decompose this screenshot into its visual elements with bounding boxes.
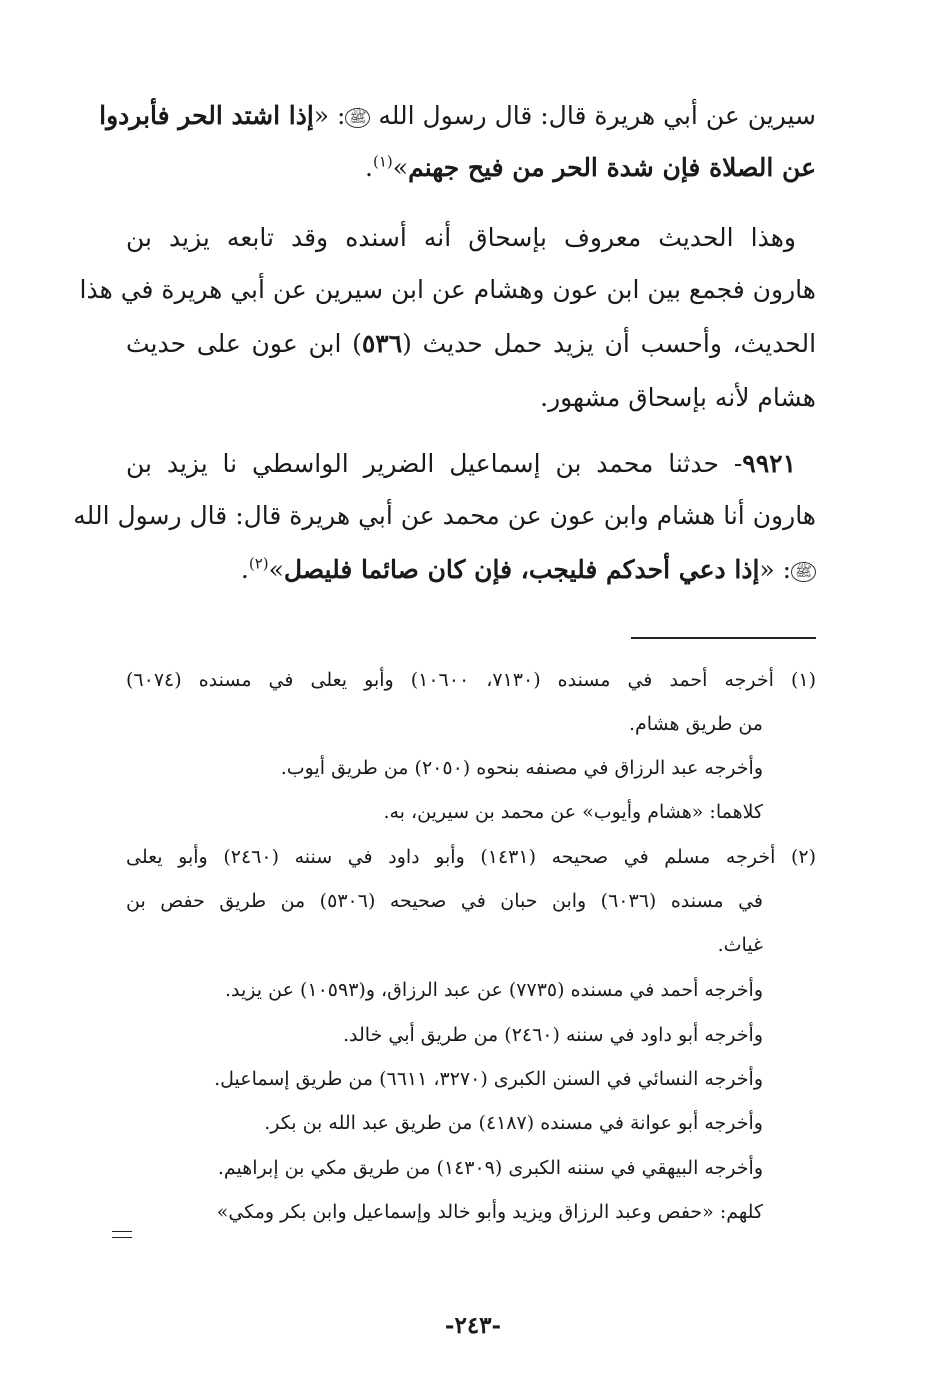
footnote-text: وأخرجه أحمد في مسنده (٧٧٣٥) عن عبد الرزاق، و(١٠٥٩٣) عن يزيد. — [225, 979, 763, 1001]
footnote-1-line-2 — [126, 709, 763, 741]
footnote-text: من طريق هشام. — [628, 713, 763, 735]
footnote-text: وأخرجه عبد الرزاق في مصنفه بنحوه (٢٠٥٠) من طريق أيوب. — [280, 757, 763, 779]
footnote-text: غياث. — [717, 934, 763, 956]
hadith-number: ٩٩٢١ — [742, 449, 796, 478]
para2-line-3 — [126, 324, 816, 366]
hadith-line-2 — [73, 496, 816, 538]
quote-close: » — [392, 153, 409, 182]
footnote-2-line-2 — [126, 886, 763, 918]
continuation-mark — [112, 1231, 132, 1238]
body-line-1 — [99, 96, 816, 138]
footnote-text: وأخرجه أبو عوانة في مسنده (٤١٨٧) من طريق عبد الله بن بكر. — [264, 1112, 763, 1134]
body-text: - حدثنا محمد بن إسماعيل الضرير الواسطي نا يزيد بن — [126, 449, 743, 478]
body-text: الحديث، وأحسب أن يزيد حمل حديث ( — [402, 329, 817, 358]
footnote-text: وأخرجه النسائي في السنن الكبرى (٣٢٧٠، ٦٦١١) من طريق إسماعيل. — [214, 1068, 763, 1090]
body-text: سيرين عن أبي هريرة قال: قال رسول الله — [378, 101, 816, 130]
salla-glyph-icon: ﷺ — [791, 562, 816, 582]
footnote-text: وأخرجه أبو داود في سننه (٢٤٦٠) من طريق أبي خالد. — [342, 1024, 763, 1046]
hadith-number-ref: ٥٣٦ — [361, 329, 403, 358]
page-number: -٢٤٣- — [444, 1312, 502, 1339]
footnote-ref-1[interactable]: (١) — [372, 152, 393, 171]
footnote-2-line-7 — [126, 1108, 763, 1140]
hadith-text-bold: عن الصلاة فإن شدة الحر من فيح جهنم — [408, 153, 816, 182]
para2-line-2 — [79, 270, 816, 312]
footnote-1-line-3 — [126, 753, 763, 785]
footnote-text: كلاهما: «هشام وأيوب» عن محمد بن سيرين، به. — [383, 801, 763, 823]
quote-close: » — [268, 555, 284, 584]
footnote-text: كلهم: «حفص وعبد الرزاق ويزيد وأبو خالد وإسماعيل وابن بكر ومكي» — [216, 1201, 763, 1223]
footnote-2-line-6 — [126, 1064, 763, 1096]
footnote-text: (١) أخرجه أحمد في مسنده (٧١٣٠، ١٠٦٠٠) وأبو يعلى في مسنده (٦٠٧٤) — [126, 669, 816, 691]
footnote-2-line-3 — [126, 930, 763, 962]
footnote-2-line-8 — [126, 1153, 763, 1185]
body-text: وهذا الحديث معروف بإسحاق أنه أسنده وقد تابعه يزيد بن — [126, 223, 796, 252]
para2-line-4 — [126, 378, 816, 420]
body-text: هارون فجمع بين ابن عون وهشام عن ابن سيرين عن أبي هريرة في هذا — [79, 275, 816, 304]
hadith-text-bold: إذا دعي أحدكم فليجب، فإن كان صائما فليصل — [283, 555, 760, 584]
hadith-line-1 — [126, 444, 796, 486]
body-text: هارون أنا هشام وابن عون عن محمد عن أبي هريرة قال: قال رسول الله — [73, 501, 816, 530]
body-line-2 — [126, 148, 816, 190]
hadith-text-bold: إذا اشتد الحر فأبردوا — [99, 101, 314, 130]
para2-line-1 — [126, 218, 796, 260]
body-text: ) ابن عون على حديث — [126, 329, 362, 358]
footnote-2-line-9 — [126, 1197, 763, 1229]
footnote-text: وأخرجه البيهقي في سننه الكبرى (١٤٣٠٩) من طريق مكي بن إبراهيم. — [217, 1157, 763, 1179]
hadith-line-3 — [126, 550, 816, 592]
footnote-1-line-4 — [126, 797, 763, 829]
footnote-ref-2[interactable]: (٢) — [248, 554, 269, 573]
footnote-text: في مسنده (٦٠٣٦) وابن حبان في صحيحه (٥٣٠٦) من طريق حفص بن — [126, 890, 764, 912]
period: . — [240, 555, 249, 584]
footnote-2-line-4 — [126, 975, 763, 1007]
salla-glyph-icon: ﷺ — [345, 108, 370, 128]
footnote-2-line-5 — [126, 1020, 763, 1052]
period: . — [365, 153, 373, 182]
quote-open: : « — [759, 555, 792, 584]
footnote-separator — [631, 637, 816, 639]
footnote-text: (٢) أخرجه مسلم في صحيحه (١٤٣١) وأبو داود في سننه (٢٤٦٠) وأبو يعلى — [126, 846, 817, 868]
quote-open: : « — [313, 101, 346, 130]
footnote-1-line-1 — [126, 665, 816, 697]
footnote-2-line-1 — [126, 842, 816, 874]
body-text: هشام لأنه بإسحاق مشهور. — [540, 383, 816, 412]
